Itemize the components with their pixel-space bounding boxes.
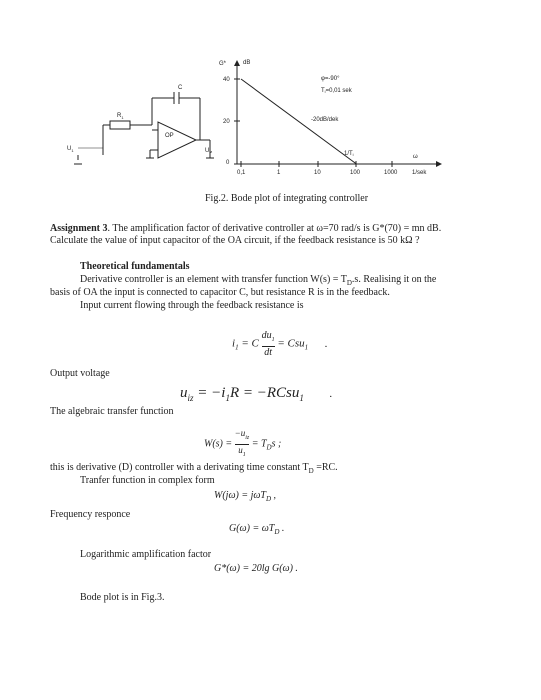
theory-paragraph-3: Input current flowing through the feedback resistance is xyxy=(80,300,304,311)
y-tick-40: 40 xyxy=(223,77,230,83)
theory-paragraph-1: Derivative controller is an element with transfer function $W(s) = T_D.s$. Realising it on the xyxy=(80,274,437,287)
output-voltage-label: Uiz xyxy=(205,148,213,154)
phase-label: φ=-90° xyxy=(321,76,340,82)
opamp-label: OP xyxy=(165,133,174,139)
opamp-circuit xyxy=(74,92,214,164)
input-voltage-label: $U_1$ xyxy=(67,146,74,153)
derivative-controller-text: this is derivative (D) controller with a derivating time constant $T_D =RC$. xyxy=(50,462,338,475)
frequency-response-label: Frequency responce xyxy=(50,509,131,520)
assignment-label: Assignment 3 xyxy=(50,223,108,234)
y-axis-label: G* xyxy=(219,61,227,67)
corner-frequency-label: 1/Ti xyxy=(344,151,354,157)
y-tick-0: 0 xyxy=(226,160,230,166)
x-tick-1: 1 xyxy=(277,170,281,176)
y-tick-20: 20 xyxy=(223,119,230,125)
complex-form-label: Tranfer function in complex form xyxy=(80,475,215,486)
y-axis-arrow xyxy=(234,60,240,66)
time-constant-label: Ti=0,01 sek xyxy=(321,88,352,94)
theory-heading: Theoretical fundamentals xyxy=(80,261,190,272)
equation-log-amplification: G*(ω) = 20lg G(ω) . xyxy=(214,563,298,574)
opamp-triangle xyxy=(158,122,196,158)
bode-chart xyxy=(219,60,442,176)
theory-paragraph-2: basis of OA the input is connected to capacitor C, but resistance R is in the feedback. xyxy=(50,287,390,298)
log-amplification-label: Logarithmic amplification factor xyxy=(80,549,212,560)
x-tick-1000: 1000 xyxy=(384,170,398,176)
assignment-text-1: . The amplification factor of derivative controller at ω=70 rad/s is G*(70) = mn dB. xyxy=(107,223,442,234)
equation-input-current: $i_1 = C$ $\frac{du_1}{dt}$ = Csu$_1$ . xyxy=(232,330,328,358)
equation-complex-form: W(jω) = jωT$_D$ , xyxy=(214,490,277,503)
resistor-label: $R_1$ xyxy=(117,113,124,120)
x-tick-10: 10 xyxy=(314,170,321,176)
x-axis-arrow xyxy=(436,161,442,167)
y-unit-label: dB xyxy=(243,60,251,66)
x-tick-100: 100 xyxy=(350,170,361,176)
assignment-line-1 xyxy=(50,223,441,235)
equation-transfer-function: W(s) = $-u_{iz}$ $u_1$ = $T_Ds$ ; xyxy=(204,428,282,458)
output-voltage-label: Output voltage xyxy=(50,368,110,379)
omega-label: ω xyxy=(413,154,418,160)
assignment-line-2: Calculate the value of input capacitor of the OA circuit, if the feedback resistance is 50 kΩ ? xyxy=(50,235,420,246)
transfer-function-label: The algebraic transfer function xyxy=(50,406,174,417)
bode-plot-reference: Bode plot is in Fig.3. xyxy=(80,592,165,603)
figure-2 xyxy=(0,0,541,190)
x-unit-label: 1/sek xyxy=(412,170,427,176)
figure-caption: Fig.2. Bode plot of integrating controller xyxy=(205,193,369,204)
equation-output-voltage: $u_{iz} = -i_1R$ = −RCsu$_1$ . xyxy=(180,385,333,403)
equation-frequency-response: $G(\omega) = \omega T_D$ . xyxy=(229,523,285,536)
capacitor-label: C xyxy=(178,85,183,91)
x-tick-0-1: 0,1 xyxy=(237,170,246,176)
resistor-r1 xyxy=(110,121,130,129)
slope-label: -20dB/dek xyxy=(311,117,339,123)
